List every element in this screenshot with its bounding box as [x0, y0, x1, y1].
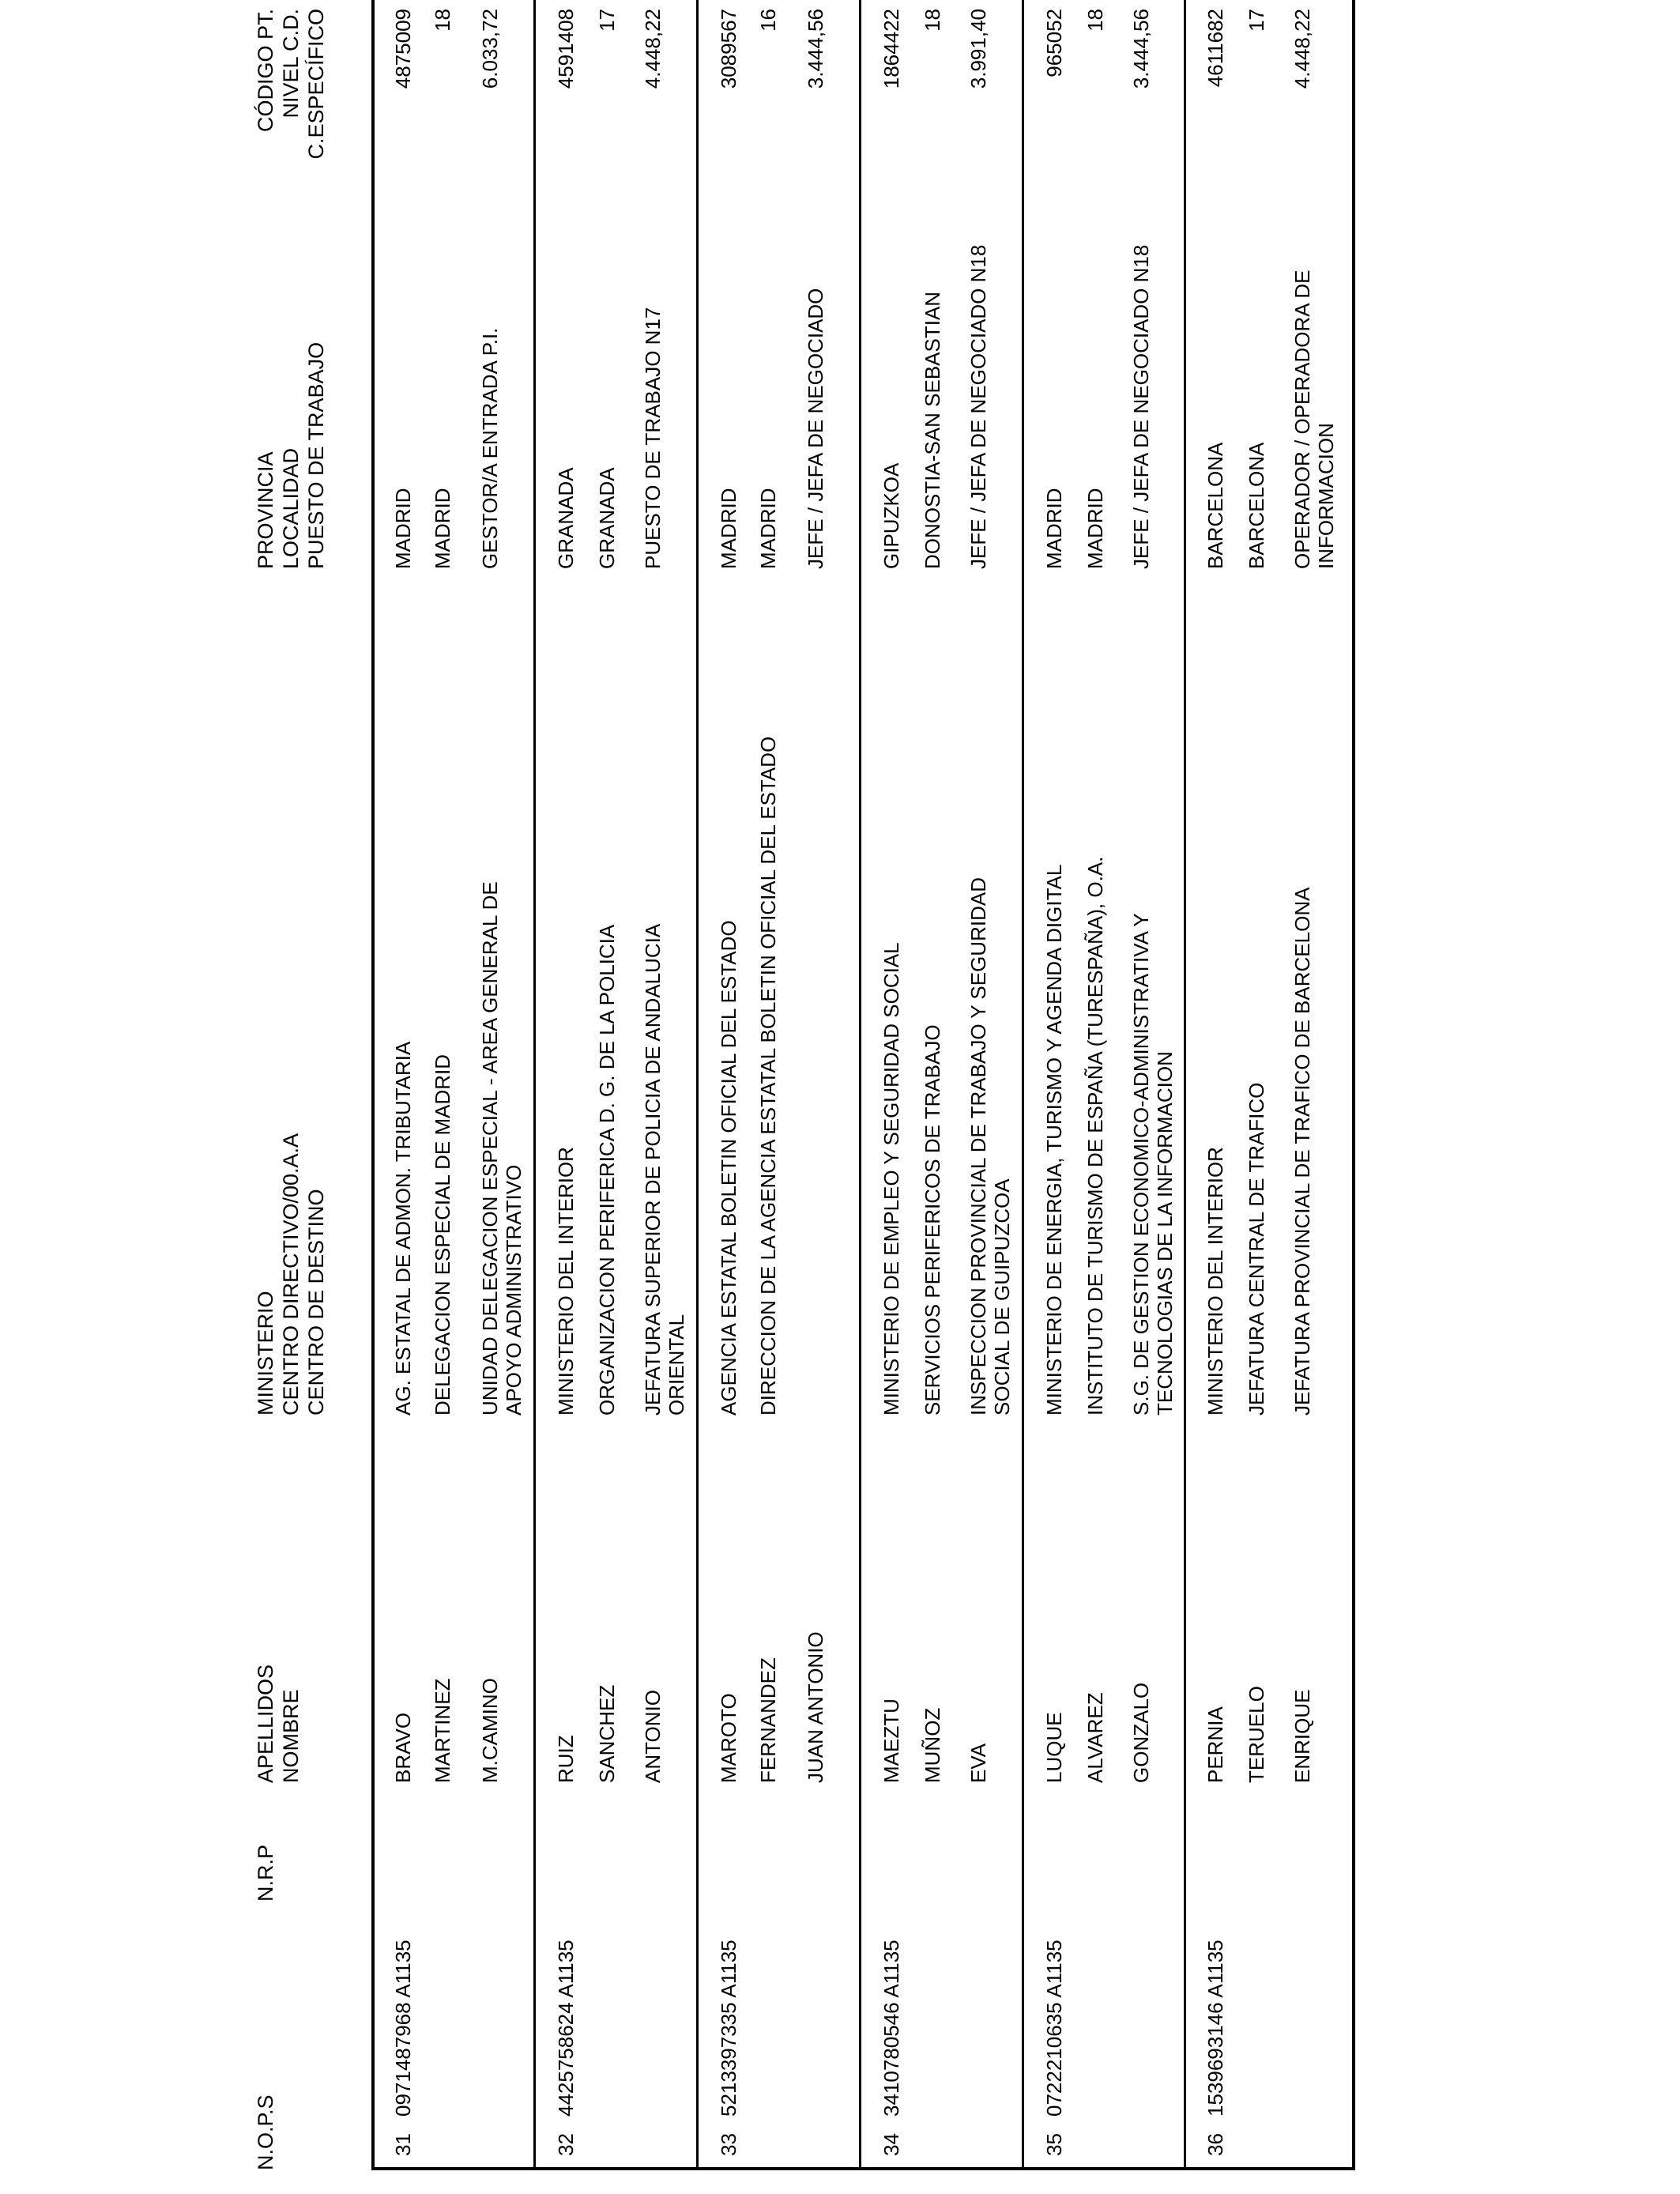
cell-ministerio: AGENCIA ESTATAL BOLETIN OFICIAL DEL ESTADO — [717, 920, 740, 1416]
cell-nivel: 16 — [756, 9, 780, 32]
cell-especifico: 3.444,56 — [1129, 9, 1153, 89]
cell-codigo: 1864422 — [880, 9, 903, 89]
cell-nivel: 17 — [1245, 9, 1268, 32]
cell-apellido1: MAROTO — [717, 1693, 740, 1783]
cell-puesto: PUESTO DE TRABAJO N17 — [641, 307, 665, 569]
cell-puesto: JEFE / JEFA DE NEGOCIADO N18 — [966, 244, 990, 569]
header-localidad: LOCALIDAD — [279, 447, 303, 569]
cell-especifico: 3.991,40 — [966, 9, 990, 89]
cell-apellido2: ALVAREZ — [1083, 1692, 1107, 1783]
cell-apellido1: RUIZ — [554, 1735, 578, 1783]
cell-nivel: 18 — [1083, 9, 1107, 32]
cell-provincia: MADRID — [391, 488, 415, 569]
cell-centro-directivo: SERVICIOS PERIFERICOS DE TRABAJO — [921, 1024, 944, 1416]
header-provincia: PROVINCIA — [254, 451, 277, 569]
row-separator — [696, 0, 699, 2170]
cell-provincia: BARCELONA — [1203, 442, 1227, 569]
cell-codigo: 965052 — [1042, 9, 1066, 77]
cell-nombre: EVA — [966, 1743, 990, 1783]
cell-localidad: GRANADA — [595, 467, 619, 569]
cell-centro-directivo: DIRECCION DE LA AGENCIA ESTATAL BOLETIN OFICIAL DEL ESTADO — [756, 736, 780, 1416]
cell-centro-directivo: JEFATURA CENTRAL DE TRAFICO — [1245, 1082, 1268, 1416]
row-separator — [859, 0, 861, 2170]
row-separator — [1022, 0, 1024, 2170]
cell-ministerio: MINISTERIO DEL INTERIOR — [554, 1147, 578, 1416]
cell-nivel: 18 — [431, 9, 454, 32]
cell-nops: 34 — [880, 2133, 903, 2156]
cell-nombre: ENRIQUE — [1290, 1689, 1314, 1783]
row-separator — [1184, 0, 1186, 2170]
cell-apellido2: MARTINEZ — [431, 1678, 454, 1783]
cell-nrp: 4425758624 A1135 — [554, 1940, 578, 2117]
header-centro-destino: CENTRO DE DESTINO — [304, 1189, 328, 1416]
cell-centro-destino: JEFATURA SUPERIOR DE POLICIA DE ANDALUCIA ORIENTAL — [641, 925, 688, 1416]
cell-apellido2: SANCHEZ — [595, 1684, 619, 1783]
cell-puesto: JEFE / JEFA DE NEGOCIADO N18 — [1129, 244, 1153, 569]
cell-nops: 35 — [1042, 2133, 1066, 2156]
cell-nrp: 5213397335 A1135 — [717, 1940, 740, 2117]
cell-localidad: BARCELONA — [1245, 442, 1268, 569]
cell-provincia: GIPUZKOA — [880, 462, 903, 569]
header-apellidos: APELLIDOS — [254, 1664, 277, 1783]
cell-centro-directivo: ORGANIZACION PERIFERICA D. G. DE LA POLICIA — [595, 924, 619, 1416]
cell-nrp: 1539693146 A1135 — [1203, 1940, 1227, 2117]
header-especifico: C.ESPECÍFICO — [304, 9, 328, 160]
header-nivel: NIVEL C.D. — [279, 9, 303, 119]
cell-especifico: 6.033,72 — [478, 9, 502, 89]
cell-nivel: 17 — [595, 9, 619, 32]
cell-nivel: 18 — [921, 9, 944, 32]
header-nombre: NOMBRE — [279, 1689, 303, 1783]
header-nops: N.O.P.S — [254, 2094, 277, 2170]
cell-codigo: 4591408 — [554, 9, 578, 89]
cell-nrp: 3410780546 A1135 — [880, 1940, 903, 2117]
cell-nops: 32 — [554, 2133, 578, 2156]
cell-apellido1: PERNIA — [1203, 1706, 1227, 1783]
cell-nombre: M.CAMINO — [478, 1678, 502, 1783]
cell-apellido2: TERUELO — [1245, 1686, 1268, 1783]
cell-localidad: DONOSTIA-SAN SEBASTIAN — [921, 291, 944, 569]
header-nrp: N.R.P — [254, 1844, 277, 1902]
cell-especifico: 3.444,56 — [804, 9, 827, 89]
cell-apellido2: MUÑOZ — [921, 1707, 944, 1783]
cell-nops: 36 — [1203, 2133, 1227, 2156]
cell-codigo: 4611682 — [1203, 9, 1227, 88]
cell-ministerio: MINISTERIO DE ENERGIA, TURISMO Y AGENDA DIGITAL — [1042, 864, 1066, 1416]
cell-centro-destino: S.G. DE GESTION ECONOMICO-ADMINISTRATIVA Y TECNOLOGIAS DE LA INFORMACION — [1129, 913, 1177, 1416]
cell-nrp: 0722210635 A1135 — [1042, 1940, 1066, 2117]
cell-codigo: 3089567 — [717, 9, 740, 89]
cell-centro-destino: UNIDAD DELEGACION ESPECIAL - AREA GENERAL DE APOYO ADMINISTRATIVO — [478, 881, 525, 1416]
cell-nombre: GONZALO — [1129, 1682, 1153, 1783]
cell-ministerio: AG. ESTATAL DE ADMON. TRIBUTARIA — [391, 1041, 415, 1416]
header-centro-directivo: CENTRO DIRECTIVO/00.A.A — [279, 1133, 303, 1416]
cell-codigo: 4875009 — [391, 9, 415, 89]
header-ministerio: MINISTERIO — [254, 1291, 277, 1416]
cell-provincia: MADRID — [717, 488, 740, 569]
cell-centro-destino: JEFATURA PROVINCIAL DE TRAFICO DE BARCELONA — [1290, 887, 1314, 1416]
cell-nops: 31 — [391, 2133, 415, 2156]
cell-nombre: JUAN ANTONIO — [804, 1631, 827, 1783]
cell-provincia: MADRID — [1042, 488, 1066, 569]
cell-puesto: GESTOR/A ENTRADA P.I. — [478, 327, 502, 569]
cell-nops: 33 — [717, 2133, 740, 2156]
header-puesto: PUESTO DE TRABAJO — [304, 341, 328, 569]
cell-nrp: 0971487968 A1135 — [391, 1940, 415, 2117]
row-separator — [533, 0, 536, 2170]
cell-localidad: MADRID — [756, 488, 780, 569]
cell-centro-destino: INSPECCION PROVINCIAL DE TRABAJO Y SEGURIDAD SOCIAL DE GUIPUZCOA — [966, 877, 1014, 1416]
cell-localidad: MADRID — [1083, 488, 1107, 569]
cell-especifico: 4.448,22 — [641, 9, 665, 89]
cell-puesto: JEFE / JEFA DE NEGOCIADO — [804, 288, 827, 569]
cell-ministerio: MINISTERIO DEL INTERIOR — [1203, 1147, 1227, 1416]
cell-apellido2: FERNANDEZ — [756, 1657, 780, 1783]
cell-apellido1: LUQUE — [1042, 1712, 1066, 1783]
header-codigo: CÓDIGO PT. — [254, 9, 277, 133]
cell-nombre: ANTONIO — [641, 1690, 665, 1783]
cell-centro-directivo: INSTITUTO DE TURISMO DE ESPAÑA (TURESPAÑA), O.A. — [1083, 856, 1107, 1416]
cell-puesto: OPERADOR / OPERADORA DE INFORMACION — [1290, 270, 1338, 569]
cell-apellido1: BRAVO — [391, 1712, 415, 1783]
cell-especifico: 4.448,22 — [1290, 9, 1314, 89]
cell-apellido1: MAEZTU — [880, 1698, 903, 1783]
cell-ministerio: MINISTERIO DE EMPLEO Y SEGURIDAD SOCIAL — [880, 942, 903, 1416]
cell-provincia: GRANADA — [554, 467, 578, 569]
cell-centro-directivo: DELEGACION ESPECIAL DE MADRID — [431, 1054, 454, 1416]
cell-localidad: MADRID — [431, 488, 454, 569]
